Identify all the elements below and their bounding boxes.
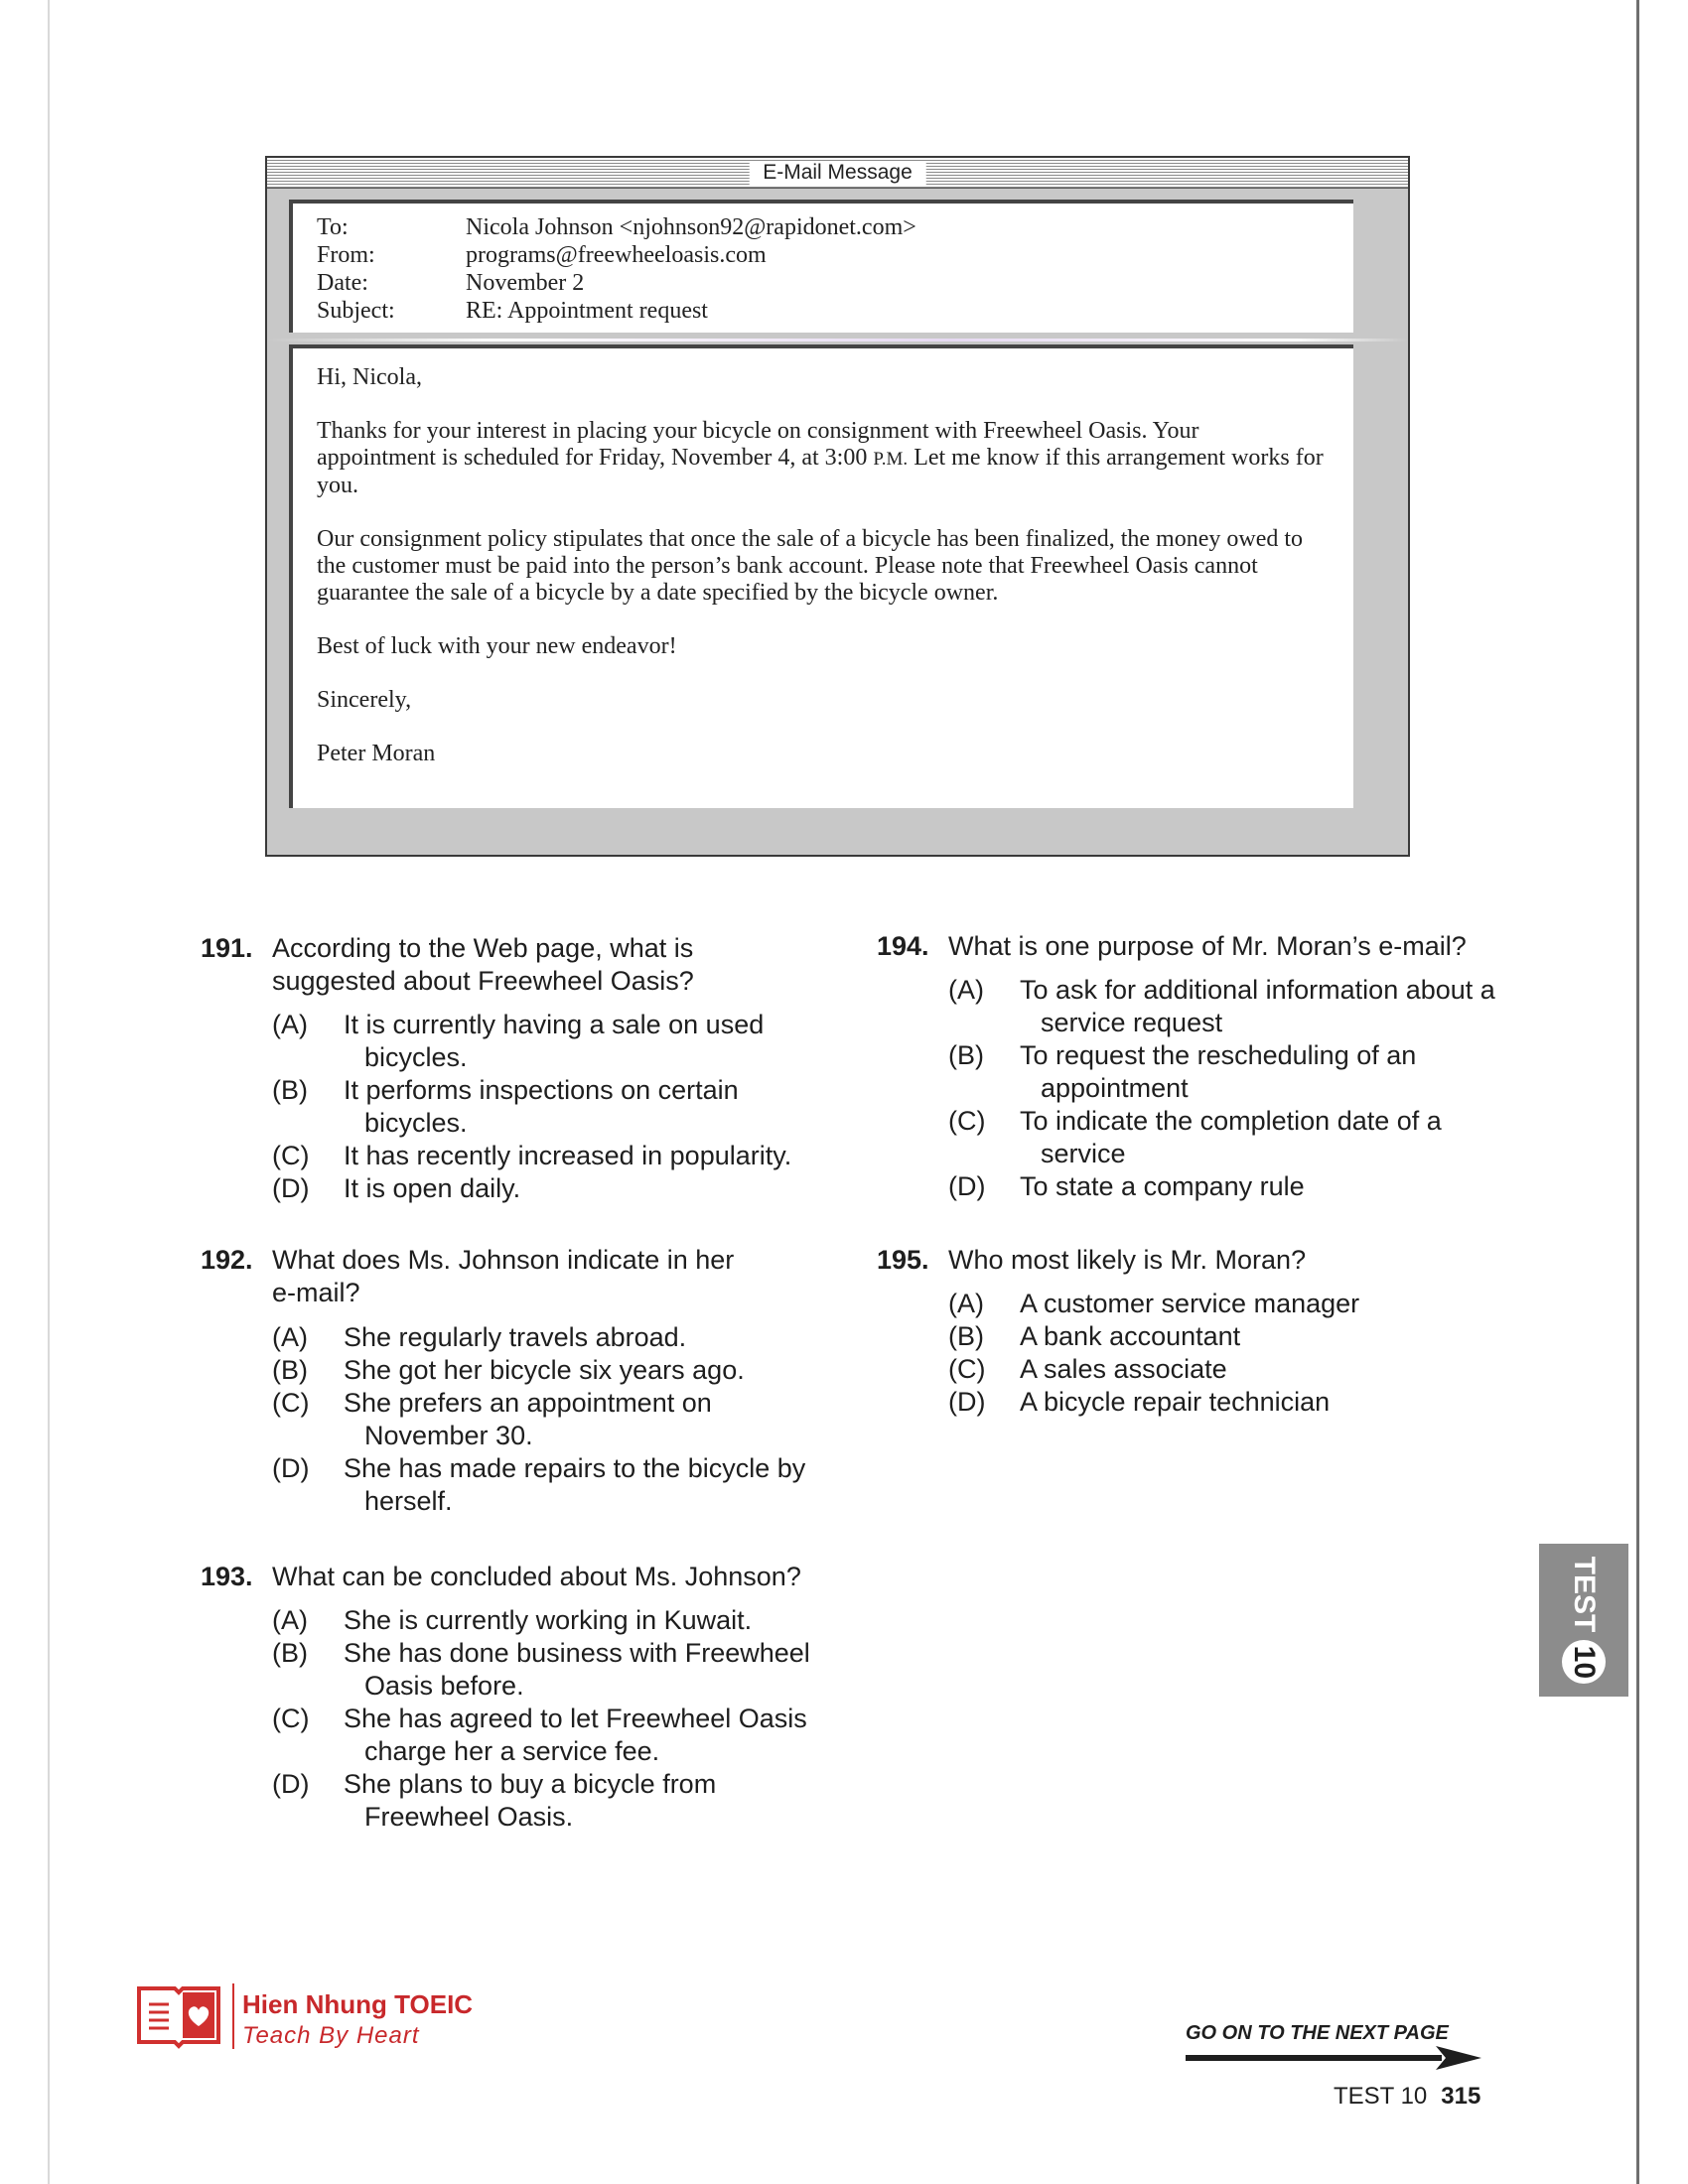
option-text-line: She prefers an appointment on: [344, 1388, 712, 1418]
answer-option-c[interactable]: [948, 1353, 1359, 1386]
option-letter: (B): [272, 1075, 308, 1105]
option-letter: (A): [948, 1289, 984, 1318]
option-text-line: It is currently having a sale on used: [344, 1010, 765, 1039]
logo-subtitle: Teach By Heart: [242, 2022, 420, 2049]
question-text: [272, 932, 694, 998]
header-value: RE: Appointment request: [466, 298, 708, 324]
option-letter: (D): [948, 1387, 986, 1417]
answer-option-a[interactable]: [948, 974, 1495, 1039]
logo-title: Hien Nhung TOEIC: [242, 1989, 474, 2019]
page-number: 315: [1441, 2083, 1481, 2110]
email-paragraph-1-part-2: Let me know if this arrangement works for you.: [317, 445, 1324, 498]
option-text-line: She has made repairs to the bicycle by: [344, 1453, 806, 1483]
option-text-line: bicycles.: [364, 1042, 468, 1072]
go-on-next-page-label: GO ON TO THE NEXT PAGE: [1186, 2022, 1449, 2044]
email-closing: Sincerely,: [317, 687, 412, 713]
option-text-line: She regularly travels abroad.: [344, 1322, 687, 1352]
answer-option-c[interactable]: [272, 1703, 810, 1768]
email-window: [265, 156, 1410, 857]
answer-options: [948, 1288, 1359, 1419]
option-text-line: She is currently working in Kuwait.: [344, 1605, 753, 1635]
option-letter: (D): [272, 1453, 310, 1483]
question-number: 192.: [201, 1245, 253, 1275]
email-greeting: Hi, Nicola,: [317, 364, 422, 390]
option-text-line: service request: [1041, 1008, 1223, 1037]
question-text-line: Who most likely is Mr. Moran?: [948, 1245, 1307, 1275]
option-letter: (B): [948, 1321, 984, 1351]
option-letter: (C): [948, 1354, 986, 1384]
option-text-line: To ask for additional information about a: [1020, 975, 1495, 1005]
test-tab-content: [1559, 1544, 1609, 1697]
answer-option-c[interactable]: [272, 1140, 791, 1172]
answer-option-d[interactable]: [272, 1768, 810, 1834]
option-letter: (C): [272, 1141, 310, 1170]
option-text-line: To state a company rule: [1020, 1171, 1305, 1201]
question-text-line: e-mail?: [272, 1278, 360, 1307]
header-label: Date:: [317, 270, 368, 296]
question-text-line: What is one purpose of Mr. Moran’s e-mail?: [948, 931, 1467, 961]
option-letter: (A): [948, 975, 984, 1005]
option-text-line: To indicate the completion date of a: [1020, 1106, 1442, 1136]
option-text-line: herself.: [364, 1486, 453, 1516]
answer-options: [272, 1009, 791, 1205]
option-text-line: A bank accountant: [1020, 1321, 1241, 1351]
answer-option-a[interactable]: [272, 1321, 805, 1354]
header-value: November 2: [466, 270, 585, 296]
option-letter: (A): [272, 1010, 308, 1039]
test-tab-label: TEST: [1568, 1556, 1601, 1633]
header-label: Subject:: [317, 298, 395, 324]
option-text-line: appointment: [1041, 1073, 1189, 1103]
question-text-line: What can be concluded about Ms. Johnson?: [272, 1562, 801, 1591]
option-text-line: She plans to buy a bicycle from: [344, 1769, 717, 1799]
option-text-line: A sales associate: [1020, 1354, 1227, 1384]
header-value: programs@freewheeloasis.com: [466, 242, 767, 268]
option-text-line: charge her a service fee.: [364, 1736, 660, 1766]
option-text-line: Oasis before.: [364, 1671, 524, 1701]
email-header-panel: [289, 200, 1353, 333]
question-text: [948, 930, 1467, 963]
email-titlebar: [267, 158, 1408, 189]
answer-option-b[interactable]: [272, 1354, 805, 1387]
option-letter: (A): [272, 1322, 308, 1352]
answer-option-a[interactable]: [272, 1009, 791, 1074]
answer-option-b[interactable]: [272, 1074, 791, 1140]
answer-option-b[interactable]: [948, 1039, 1495, 1105]
option-text-line: She has agreed to let Freewheel Oasis: [344, 1704, 807, 1733]
answer-option-c[interactable]: [272, 1387, 805, 1452]
logo-divider: [232, 1983, 234, 2049]
email-paragraph-1-part-1: Thanks for your interest in placing your bicycle on consignment with Freewheel Oasis. Your appointment is scheduled for Friday, November 4, at 3:00: [317, 418, 1199, 471]
option-text-line: It is open daily.: [344, 1173, 521, 1203]
page-edge-right: [1636, 0, 1639, 2184]
answer-option-b[interactable]: [272, 1637, 810, 1703]
option-letter: (A): [272, 1605, 308, 1635]
option-text-line: It performs inspections on certain: [344, 1075, 739, 1105]
email-body-panel: [289, 344, 1353, 808]
option-letter: (D): [948, 1171, 986, 1201]
option-text-line: A bicycle repair technician: [1020, 1387, 1331, 1417]
answer-option-d[interactable]: [272, 1452, 805, 1518]
header-value: Nicola Johnson <njohnson92@rapidonet.com>: [466, 214, 916, 240]
question-text: [948, 1244, 1306, 1277]
question-text: [272, 1244, 734, 1309]
option-text-line: It has recently increased in popularity.: [344, 1141, 792, 1170]
arrow-right-icon: [1186, 2046, 1481, 2070]
option-letter: (B): [272, 1355, 308, 1385]
email-time-pm: P.M.: [873, 449, 909, 470]
footer-test-label: TEST 10: [1334, 2083, 1428, 2110]
option-letter: (C): [272, 1388, 310, 1418]
email-paragraph-2: Our consignment policy stipulates that once the sale of a bicycle has been finalized, the money owed to the customer must be paid into the person’s bank account. Please note that Freewheel Oasis cannot guarantee the sale of a bicycle by a date specified by the bicycle owner.: [317, 526, 1304, 606]
question-number: 195.: [877, 1245, 929, 1275]
question-text-line: What does Ms. Johnson indicate in her: [272, 1245, 735, 1275]
option-text-line: To request the rescheduling of an: [1020, 1040, 1417, 1070]
answer-options: [272, 1604, 810, 1834]
book-heart-icon: [135, 1980, 222, 2050]
option-letter: (B): [272, 1638, 308, 1668]
email-paragraph-3: Best of luck with your new endeavor!: [317, 633, 677, 659]
header-label: To:: [317, 214, 349, 240]
answer-option-a[interactable]: [272, 1604, 810, 1637]
option-text-line: November 30.: [364, 1421, 533, 1450]
page-footer: [1334, 2083, 1480, 2111]
option-text-line: A customer service manager: [1020, 1289, 1360, 1318]
question-number: 193.: [201, 1562, 253, 1591]
page-edge-left: [48, 0, 50, 2184]
option-text-line: She has done business with Freewheel: [344, 1638, 810, 1668]
option-letter: (D): [272, 1769, 310, 1799]
option-text-line: bicycles.: [364, 1108, 468, 1138]
option-text-line: Freewheel Oasis.: [364, 1802, 574, 1832]
answer-option-a[interactable]: [948, 1288, 1359, 1320]
option-letter: (D): [272, 1173, 310, 1203]
answer-option-d[interactable]: [272, 1172, 791, 1205]
test-tab-number: 10: [1562, 1640, 1606, 1684]
question-number: 194.: [877, 931, 929, 961]
option-letter: (C): [948, 1106, 986, 1136]
answer-option-c[interactable]: [948, 1105, 1495, 1170]
question-number: 191.: [201, 933, 253, 963]
option-text-line: She got her bicycle six years ago.: [344, 1355, 745, 1385]
answer-option-b[interactable]: [948, 1320, 1359, 1353]
answer-option-d[interactable]: [948, 1386, 1359, 1419]
email-separator: [267, 339, 1408, 341]
answer-options: [948, 974, 1495, 1203]
question-text-line: suggested about Freewheel Oasis?: [272, 966, 694, 996]
email-window-title: E-Mail Message: [749, 161, 926, 185]
answer-option-d[interactable]: [948, 1170, 1495, 1203]
option-letter: (B): [948, 1040, 984, 1070]
option-letter: (C): [272, 1704, 310, 1733]
question-text: [272, 1561, 801, 1593]
question-text-line: According to the Web page, what is: [272, 933, 694, 963]
email-signature: Peter Moran: [317, 741, 436, 766]
option-text-line: service: [1041, 1139, 1126, 1168]
header-label: From:: [317, 242, 375, 268]
test-side-tab: [1539, 1544, 1628, 1697]
email-paragraph-1: [317, 418, 1324, 499]
answer-options: [272, 1321, 805, 1518]
